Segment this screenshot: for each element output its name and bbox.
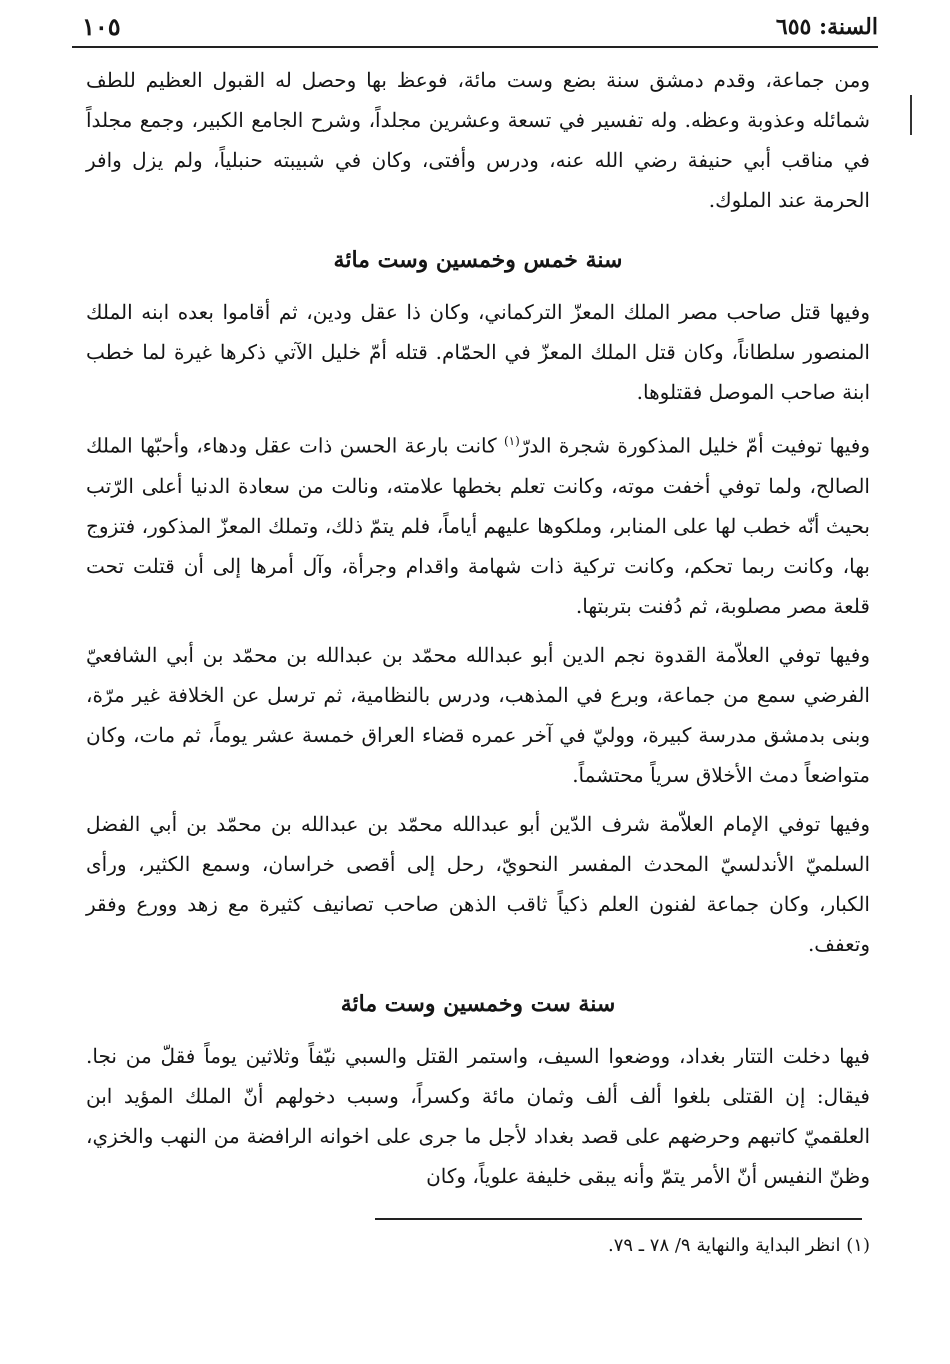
paragraph: [86, 421, 870, 626]
paragraph: وفيها توفي العلاّمة القدوة نجم الدين أبو عبدالله محمّد بن عبدالله بن محمّد بن أبي الشافعيّ الفرضي سمع من جماعة، وبرع في المذهب، ودرس بالنظامية، ثم ترسل عن الخلافة غير مرّة، وبنى بدمشق مدرسة كبيرة، ووليّ في آخر عمره قضاء العراق خمسة عشر يوماً، ثم مات، وكان متواضعاً دمث الأخلاق سرياً محتشماً.: [86, 642, 870, 787]
section-title: سنة خمس وخمسين وست مائة: [333, 247, 623, 273]
paragraph: فيها دخلت التتار بغداد، ووضعوا السيف، واستمر القتل والسبي نيّفاً وثلاثين يوماً فقلّ من نجا. فيقال: إن القتلى بلغوا ألف ألف وثمان مائة وكسراً، وسبب دخولهم أنّ الملك المؤيد ابن العلقميّ كاتبهم وحرضهم على قصد بغداد لأجل ما جرى على اخوانه الرافضة من النهب والخزي، وظنّ النفيس أنّ الأمر يتمّ وأنه يبقى خليفة علوياً، وكان: [86, 1043, 870, 1188]
section-title: سنة ست وخمسين وست مائة: [340, 990, 616, 1017]
page-body: [86, 60, 870, 1205]
footnote-marker: (١): [503, 434, 520, 448]
page-number: ١٠٥: [82, 12, 121, 41]
paragraph: ومن جماعة، وقدم دمشق سنة بضع وست مائة، فوعظ بها وحصل له القبول العظيم للطف شمائله وعذوبة وعظه. وله تفسير في تسعة وعشرين مجلداً، وشرح الجامع الكبير، وجمع مجلداً في مناقب أبي حنيفة رضي الله عنه، ودرس وأفتى، وكان في شبيبته حنبلياً، ولم يزل وافر الحرمة عند الملوك.: [86, 68, 870, 212]
paragraph: وفيها قتل صاحب مصر الملك المعزّ التركماني، وكان ذا عقل ودين، ثم أقاموا بعده ابنه الملك المنصور سلطاناً، وكان قتل الملك المعزّ في الحمّام. قتله أمّ خليل الآتي ذكرها غيرة لما خطب ابنة صاحب الموصل فقتلوها.: [86, 300, 870, 404]
header-rule: [72, 46, 878, 48]
margin-mark: [910, 95, 912, 135]
paragraph-rest: كانت بارعة الحسن ذات عقل ودهاء، وأحبّها الملك الصالح، ولما توفي أخفت موته، وكانت تعلم بخطها علامته، ونالت من سعادة الدنيا أعلى الرّتب بحيث أنّه خطب لها على المنابر، وملكوها عليهم أياماً، فلم يتمّ ذلك، وتملك المعزّ المذكور، فتزوج بها، وكانت ربما تحكم، وكانت تركية ذات شهامة واقدام وجرأة، وآل أمرها إلى أن قتلت تحت قلعة مصر مصلوبة، ثم دُفنت بتربتها.: [86, 433, 870, 618]
footnote: (١) انظر البداية والنهاية ٩/ ٧٨ ـ ٧٩.: [607, 1235, 870, 1256]
paragraph-lead: وفيها توفيت أمّ خليل المذكورة شجرة الدرّ: [519, 433, 871, 458]
footnote-rule: [375, 1218, 862, 1220]
page-header: [60, 10, 878, 44]
running-head-year: السنة: ٦٥٥: [775, 14, 878, 40]
paragraph: وفيها توفي الإمام العلاّمة شرف الدّين أبو عبدالله محمّد بن عبدالله بن محمّد بن أبي الفضل السلميّ الأندلسيّ المحدث المفسر النحويّ، رحل إلى أقصى خراسان، وسمع الكثير، ورأى الكبار، وكان جماعة لفنون العلم ذكياً ثاقب الذهن صاحب تصانيف كثيرة مع زهد وورع وفقر وتعفف.: [86, 811, 871, 956]
